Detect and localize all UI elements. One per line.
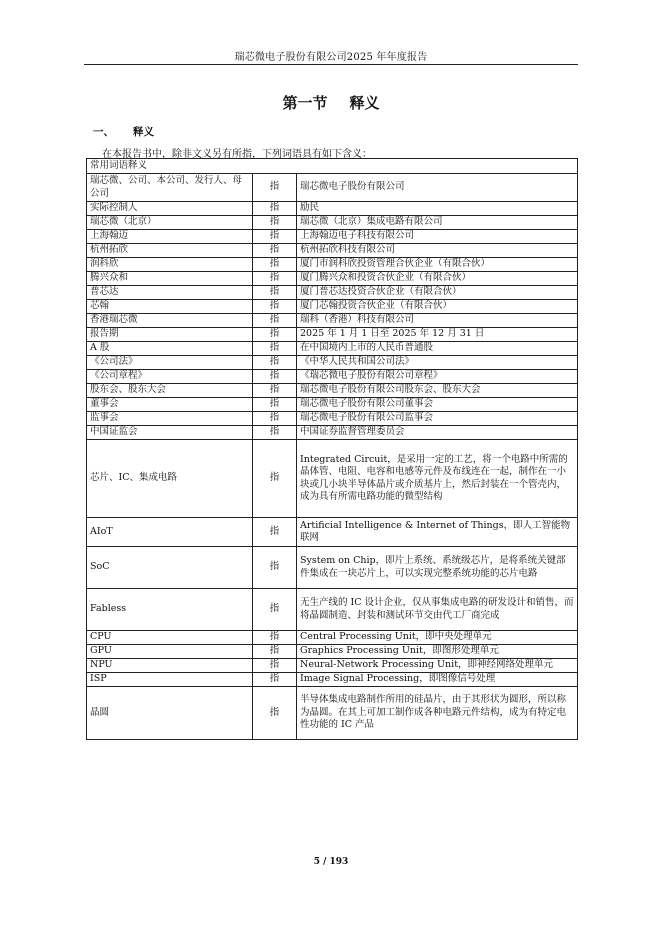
subsection-number: 一、: [93, 126, 114, 138]
term-cell: 瑞芯微、公司、本公司、发行人、母公司: [87, 174, 253, 202]
marker-cell: 指: [253, 645, 297, 659]
term-cell: 上海翰迈: [87, 230, 253, 244]
marker-cell: 指: [253, 328, 297, 342]
term-cell: 监事会: [87, 412, 253, 426]
marker-cell: 指: [253, 174, 297, 202]
marker-cell: 指: [253, 216, 297, 230]
marker-cell: 指: [253, 286, 297, 300]
table-row: [87, 631, 578, 645]
term-cell: 杭州拓欣: [87, 244, 253, 258]
marker-cell: 指: [253, 412, 297, 426]
definition-cell: Neural-Network Processing Unit，即神经网络处理单元: [297, 659, 578, 673]
marker-cell: 指: [253, 440, 297, 518]
definition-cell: 瑞芯微电子股份有限公司董事会: [297, 398, 578, 412]
table-row: [87, 216, 578, 230]
definition-cell: 无生产线的 IC 设计企业，仅从事集成电路的研发设计和销售，而将晶圆制造、封装和测试环节交由代工厂商完成: [297, 589, 578, 631]
table-row: [87, 314, 578, 328]
table-row: [87, 244, 578, 258]
term-cell: CPU: [87, 631, 253, 645]
term-cell: 董事会: [87, 398, 253, 412]
table-row: [87, 589, 578, 631]
definition-cell: 半导体集成电路制作所用的硅晶片，由于其形状为圆形，所以称为晶圆。在其上可加工制作成各种电路元件结构，成为有特定电性功能的 IC 产品: [297, 687, 578, 740]
marker-cell: 指: [253, 384, 297, 398]
table-row: [87, 412, 578, 426]
table-row: [87, 300, 578, 314]
definition-cell: 厦门腾兴众和投资合伙企业（有限合伙）: [297, 272, 578, 286]
table-row: [87, 547, 578, 589]
table-row: [87, 328, 578, 342]
table-row: [87, 518, 578, 547]
marker-cell: 指: [253, 518, 297, 547]
definition-cell: 在中国境内上市的人民币普通股: [297, 342, 578, 356]
definition-cell: Central Processing Unit，即中央处理单元: [297, 631, 578, 645]
definition-cell: 瑞芯微电子股份有限公司: [297, 174, 578, 202]
definition-cell: 2025 年 1 月 1 日至 2025 年 12 月 31 日: [297, 328, 578, 342]
section-title: [0, 92, 662, 113]
definition-cell: 瑞芯微电子股份有限公司监事会: [297, 412, 578, 426]
term-cell: 香港瑞芯微: [87, 314, 253, 328]
marker-cell: 指: [253, 659, 297, 673]
table-row: [87, 673, 578, 687]
term-cell: 股东会、股东大会: [87, 384, 253, 398]
definition-cell: 《中华人民共和国公司法》: [297, 356, 578, 370]
term-cell: 《公司章程》: [87, 370, 253, 384]
term-cell: 实际控制人: [87, 202, 253, 216]
marker-cell: 指: [253, 300, 297, 314]
term-cell: 普芯达: [87, 286, 253, 300]
marker-cell: 指: [253, 230, 297, 244]
running-header: 瑞芯微电子股份有限公司2025 年年度报告: [234, 52, 428, 63]
table-row: [87, 286, 578, 300]
marker-cell: 指: [253, 342, 297, 356]
table-row: [87, 440, 578, 518]
marker-cell: 指: [253, 589, 297, 631]
term-cell: ISP: [87, 673, 253, 687]
subsection-title: 释义: [133, 126, 154, 138]
term-cell: 芯翰: [87, 300, 253, 314]
table-row: [87, 258, 578, 272]
term-cell: GPU: [87, 645, 253, 659]
definition-cell: 上海翰迈电子科技有限公司: [297, 230, 578, 244]
definition-cell: 瑞科（香港）科技有限公司: [297, 314, 578, 328]
definition-cell: 厦门普芯达投资合伙企业（有限合伙）: [297, 286, 578, 300]
term-cell: 报告期: [87, 328, 253, 342]
marker-cell: 指: [253, 202, 297, 216]
term-cell: 《公司法》: [87, 356, 253, 370]
table-row: [87, 426, 578, 440]
term-cell: 腾兴众和: [87, 272, 253, 286]
term-cell: AIoT: [87, 518, 253, 547]
table-caption-row: [87, 159, 578, 174]
term-cell: SoC: [87, 547, 253, 589]
header-rule: [84, 64, 578, 65]
marker-cell: 指: [253, 547, 297, 589]
definition-cell: 厦门市润科欣投资管理合伙企业（有限合伙）: [297, 258, 578, 272]
marker-cell: 指: [253, 244, 297, 258]
marker-cell: 指: [253, 272, 297, 286]
term-cell: 晶圆: [87, 687, 253, 740]
definition-cell: Graphics Processing Unit，即图形处理单元: [297, 645, 578, 659]
definition-cell: 励民: [297, 202, 578, 216]
marker-cell: 指: [253, 314, 297, 328]
table-row: [87, 384, 578, 398]
section-name: 释义: [349, 94, 380, 112]
term-cell: A 股: [87, 342, 253, 356]
definition-cell: 中国证券监督管理委员会: [297, 426, 578, 440]
marker-cell: 指: [253, 258, 297, 272]
table-row: [87, 398, 578, 412]
intro-text: 在本报告书中，除非文义另有所指，下列词语具有如下含义：: [102, 149, 372, 160]
term-cell: 润科欣: [87, 258, 253, 272]
table-row: [87, 687, 578, 740]
table-row: [87, 272, 578, 286]
table-row: [87, 230, 578, 244]
marker-cell: 指: [253, 631, 297, 645]
definition-cell: 《瑞芯微电子股份有限公司章程》: [297, 370, 578, 384]
definitions-table: [86, 158, 578, 740]
marker-cell: 指: [253, 673, 297, 687]
table-row: [87, 342, 578, 356]
marker-cell: 指: [253, 370, 297, 384]
definition-cell: 瑞芯微电子股份有限公司股东会、股东大会: [297, 384, 578, 398]
definition-cell: System on Chip，即片上系统、系统级芯片，是将系统关键部件集成在一块芯片上，可以实现完整系统功能的芯片电路: [297, 547, 578, 589]
section-number: 第一节: [282, 94, 328, 112]
table-row: [87, 174, 578, 202]
term-cell: Fabless: [87, 589, 253, 631]
table-row: [87, 370, 578, 384]
marker-cell: 指: [253, 398, 297, 412]
table-row: [87, 356, 578, 370]
table-caption: 常用词语释义: [87, 159, 578, 174]
table-row: [87, 202, 578, 216]
table-row: [87, 659, 578, 673]
definition-cell: Artificial Intelligence & Internet of Things，即人工智能物联网: [297, 518, 578, 547]
definition-cell: 厦门芯翰投资合伙企业（有限合伙）: [297, 300, 578, 314]
subsection-heading: [93, 124, 154, 139]
page-number: 5 / 193: [313, 857, 349, 867]
table-row: [87, 645, 578, 659]
term-cell: 中国证监会: [87, 426, 253, 440]
marker-cell: 指: [253, 426, 297, 440]
term-cell: NPU: [87, 659, 253, 673]
definition-cell: 杭州拓欣科技有限公司: [297, 244, 578, 258]
term-cell: 芯片、IC、集成电路: [87, 440, 253, 518]
marker-cell: 指: [253, 356, 297, 370]
definition-cell: 瑞芯微（北京）集成电路有限公司: [297, 216, 578, 230]
definition-cell: Image Signal Processing，即图像信号处理: [297, 673, 578, 687]
definition-cell: Integrated Circuit，是采用一定的工艺，将一个电路中所需的晶体管、电阻、电容和电感等元件及布线连在一起，制作在一小块或几小块半导体晶片或介质基片上，然后封装在一个管壳内，成为具有所需电路功能的微型结构: [297, 440, 578, 518]
term-cell: 瑞芯微（北京）: [87, 216, 253, 230]
marker-cell: 指: [253, 687, 297, 740]
